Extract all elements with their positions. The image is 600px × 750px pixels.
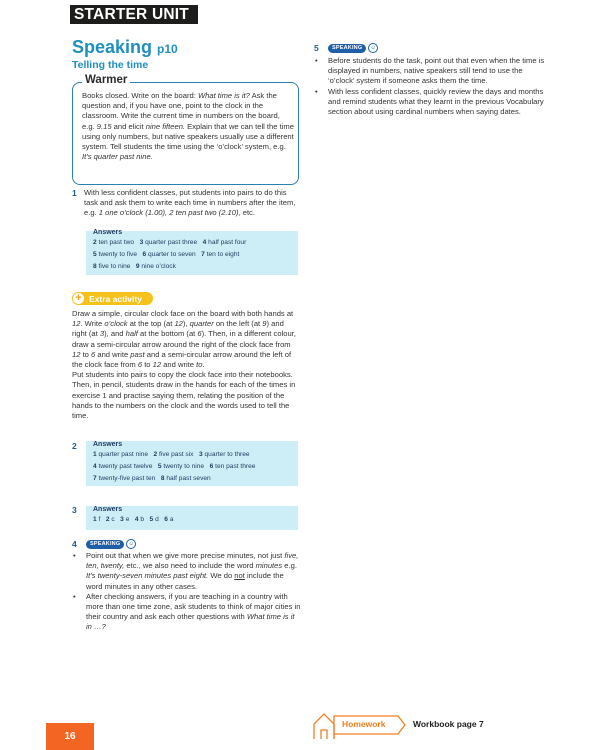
exercise-1-number: 1 [72, 188, 77, 198]
exercise-4-badge [86, 539, 136, 549]
page-title [72, 37, 178, 58]
extra-activity-text: Draw a simple, circular clock face on the board with both hands at 12. Write o’clock at the top (at 12), quarter on the left (at 9) and right (at 3), and half at the bottom (at 6). Then, in a different colour, draw a semi-circular arrow around the right of the clock face from 12 to 6 and write past and a semi-circular arrow around the left of the clock face from 6 to 12 and write to. Put students into pairs to copy the clock face into their notebooks. Then, in pencil, students draw in the hands for each of the times in exercise 1 and practise saying them, relating the position of the hands to the numbers on the clock and the words used to tell the time. [72, 309, 300, 421]
exercise-3-answers-title: Answers [93, 506, 123, 513]
extra-activity-paragraph-2: Put students into pairs to copy the clock face into their notebooks. Then, in pencil, students draw in the hands for each of the times in exercise 1 and practise saying them, relating the position of the hands to the numbers on the clock and the words used to tell the time. [72, 370, 296, 421]
unit-banner: STARTER UNIT [70, 5, 198, 24]
speaking-icon: ☺ [126, 539, 136, 549]
list-item: • Point out that when we give more precise minutes, not just five, ten, twenty, etc., we also need to include the word minutes e.g. It’s twenty-seven minutes past eight. We do not include the word minutes in any other cases. [72, 551, 302, 592]
speaking-icon: ☺ [368, 43, 378, 53]
extra-activity-badge [73, 292, 153, 305]
workbook-reference: Workbook page 7 [413, 719, 484, 729]
exercise-4-bullets [72, 551, 302, 633]
exercise-3-number: 3 [72, 505, 77, 515]
answer-row: 8 five to nine 9 nine o’clock [93, 263, 176, 270]
speaking-badge: SPEAKING [328, 44, 366, 53]
list-item: • After checking answers, if you are teaching in a country with more than one time zone, ask students to think of major cities in their country and ask each other questions with What time is it in …? [72, 592, 302, 633]
homework-label: Homework [342, 719, 386, 729]
section-subtitle: Telling the time [72, 59, 149, 71]
answer-row: 4 twenty past twelve 5 twenty to nine 6 ten past three [93, 463, 256, 470]
page-reference: p10 [157, 42, 178, 56]
answer-row: 5 twenty to five 6 quarter to seven 7 ten to eight [93, 251, 240, 258]
list-item: • With less confident classes, quickly review the days and months and remind students what they learnt in the previous Vocabulary section about using cardinal numbers when saying dates. [314, 87, 546, 118]
list-item: • Before students do the task, point out that even when the time is displayed in numbers, native speakers still tend to use the ‘o’clock’ system if someone asks them the time. [314, 56, 546, 87]
exercise-1-answers-title: Answers [93, 229, 123, 236]
extra-activity-label: Extra activity [89, 293, 142, 304]
plus-icon: + [72, 292, 85, 305]
exercise-1-answers [93, 237, 246, 273]
answer-row: 1 quarter past nine 2 five past six 3 quarter to three [93, 451, 250, 458]
exercise-5-number: 5 [314, 43, 319, 53]
exercise-2-answers [93, 449, 255, 485]
section-title: Speaking [72, 37, 153, 57]
exercise-2-answers-title: Answers [93, 441, 123, 448]
exercise-3-answers: 1 f 2 c 3 e 4 b 5 d 6 a [93, 516, 174, 523]
answer-row: 2 ten past two 3 quarter past three 4 half past four [93, 239, 247, 246]
answer-row: 7 twenty-five past ten 8 half past seven [93, 475, 211, 482]
exercise-5-badge [328, 43, 378, 53]
warmer-text: Books closed. Write on the board: What time is it? Ask the question and, if you have one, point to the clock in the classroom. Write the current time in numbers on the board, e.g. 9.15 and elicit nine fifteen. Explain that we can tell the time using only numbers, but native speakers usually use a different system. Tell students the time using the ‘o’clock’ system, e.g. It’s quarter past nine. [82, 91, 294, 162]
exercise-5-bullets [314, 56, 546, 117]
exercise-1-text: With less confident classes, put students into pairs to do this task and ask them to write each time in numbers after the item, e.g. 1 one o’clock (1.00), 2 ten past two (2.10), etc. [84, 188, 296, 218]
speaking-badge: SPEAKING [86, 540, 124, 549]
page-number: 16 [46, 723, 94, 750]
warmer-heading: Warmer [82, 74, 130, 86]
exercise-4-number: 4 [72, 539, 77, 549]
exercise-2-number: 2 [72, 441, 77, 451]
